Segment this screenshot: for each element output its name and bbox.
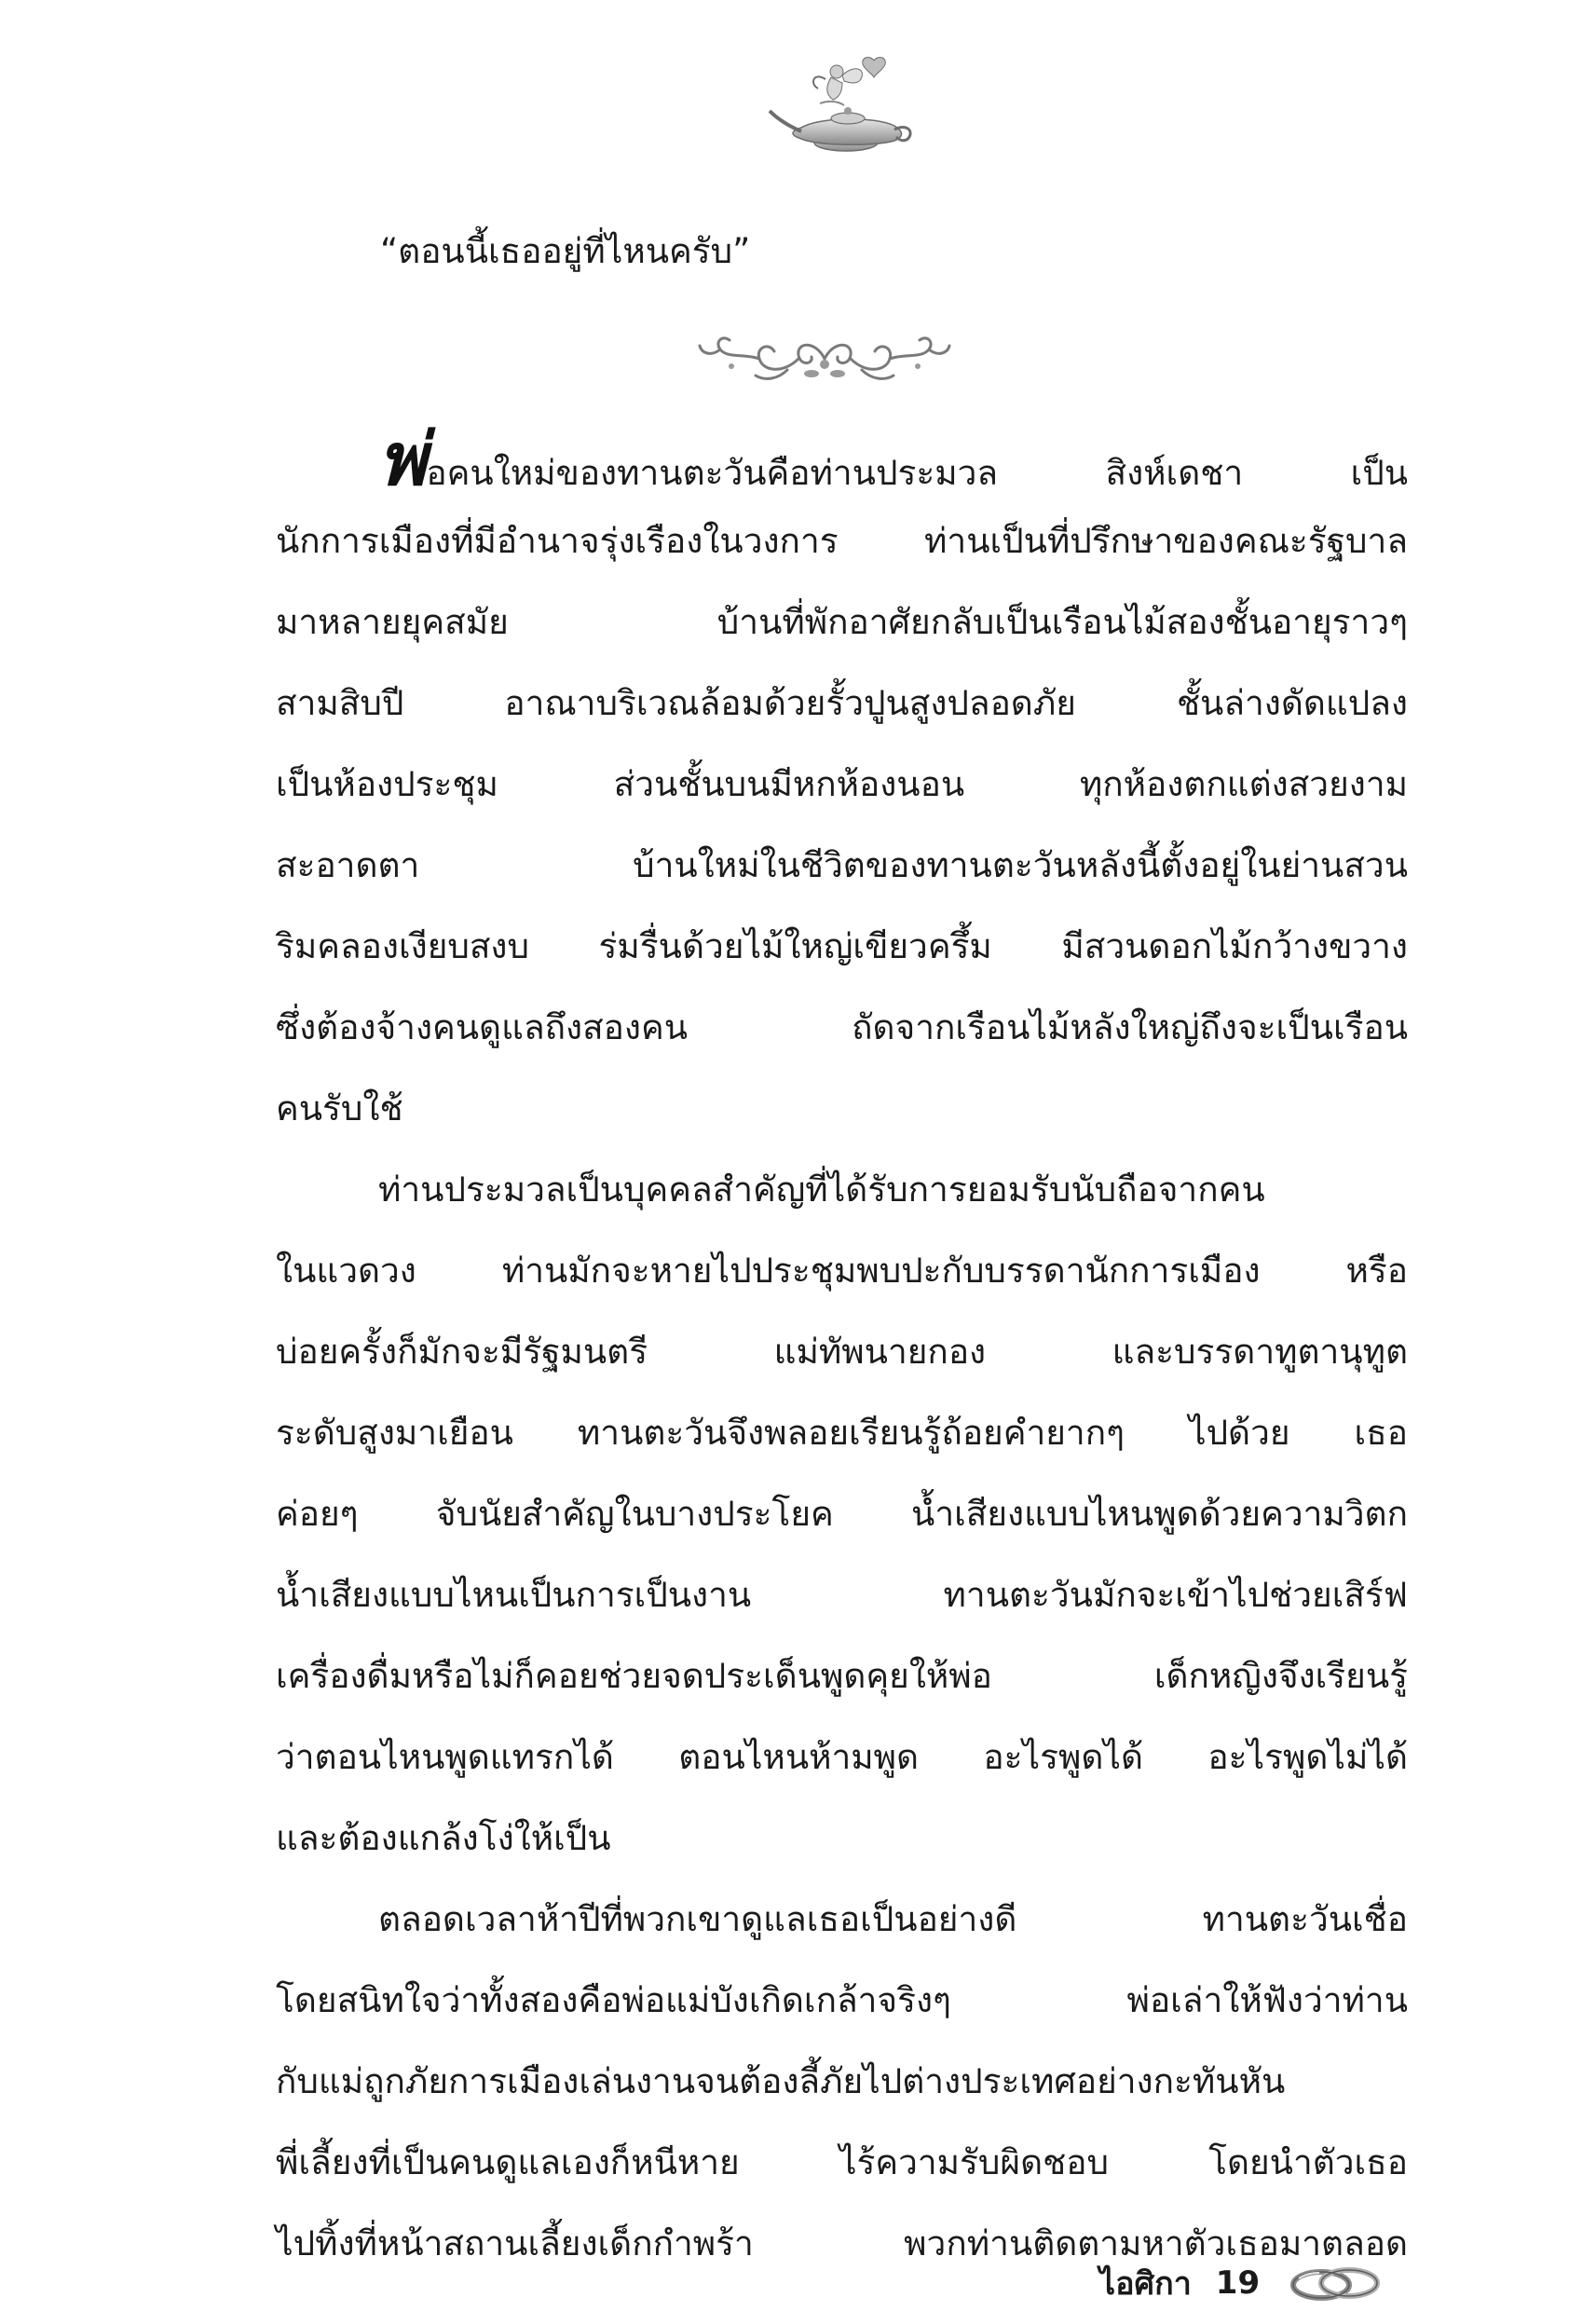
paragraph-line: ตลอดเวลาห้าปีที่พวกเขาดูแลเธอเป็นอย่างดี ทานตะวันเชื่อ [378, 1899, 1408, 1939]
paragraph-line: เป็นห้องประชุม ส่วนชั้นบนมีหกห้องนอน ทุกห้องตกแต่งสวยงาม [276, 764, 1408, 804]
paragraph-line: ท่านประมวลเป็นบุคคลสำคัญที่ได้รับการยอมรับนับถือจากคน [378, 1169, 1265, 1210]
drop-cap: พ่ [378, 417, 427, 502]
paragraph-line: และต้องแกล้งโง่ให้เป็น [276, 1818, 611, 1858]
paragraph-line: สะอาดตา บ้านใหม่ในชีวิตของทานตะวันหลังนี้ตั้งอยู่ในย่านสวน [276, 845, 1408, 885]
paragraph-line: ในแวดวง ท่านมักจะหายไปประชุมพบปะกับบรรดานักการเมือง หรือ [276, 1251, 1408, 1291]
paragraph-line: โดยสนิทใจว่าทั้งสองคือพ่อแม่บังเกิดเกล้าจริงๆ พ่อเล่าให้ฟังว่าท่าน [276, 1980, 1408, 2020]
paragraph-line: กับแม่ถูกภัยการเมืองเล่นงานจนต้องลี้ภัยไปต่างประเทศอย่างกะทันหัน [276, 2061, 1286, 2101]
paragraph-line: เครื่องดื่มหรือไม่ก็คอยช่วยจดประเด็นพูดคุยให้พ่อ เด็กหญิงจึงเรียนรู้ [276, 1656, 1408, 1696]
paragraph-line: ซึ่งต้องจ้างคนดูแลถึงสองคน ถัดจากเรือนไม้หลังใหญ่ถึงจะเป็นเรือน [276, 1007, 1408, 1047]
paragraph-line: ว่าตอนไหนพูดแทรกได้ ตอนไหนห้ามพูด อะไรพูดได้ อะไรพูดไม่ได้ [276, 1737, 1408, 1777]
footer-book-title: ไอศิกา [1099, 2265, 1192, 2303]
paragraph-line: บ่อยครั้งก็มักจะมีรัฐมนตรี แม่ทัพนายกอง และบรรดาทูตานุทูต [276, 1332, 1408, 1372]
paragraph-line-text: อคนใหม่ของทานตะวันคือท่านประมวล สิงห์เดชา เป็น [426, 453, 1408, 493]
paragraph-line: มาหลายยุคสมัย บ้านที่พักอาศัยกลับเป็นเรือนไม้สองชั้นอายุราวๆ [276, 602, 1408, 642]
paragraph-line: คนรับใช้ [276, 1088, 403, 1128]
paragraph-line: ระดับสูงมาเยือน ทานตะวันจึงพลอยเรียนรู้ถ้อยคำยากๆ ไปด้วย เธอ [276, 1413, 1408, 1453]
page-footer [1099, 2255, 1386, 2311]
paragraph-line: ริมคลองเงียบสงบ ร่มรื่นด้วยไม้ใหญ่เขียวครึ้ม มีสวนดอกไม้กว้างขวาง [276, 926, 1408, 966]
paragraph-line: ค่อยๆ จับนัยสำคัญในบางประโยค น้ำเสียงแบบไหนพูดด้วยความวิตก [276, 1494, 1408, 1534]
body-text [276, 419, 1408, 2284]
wedding-rings-icon [1284, 2260, 1386, 2306]
paragraph-line: พี่เลี้ยงที่เป็นคนดูแลเองก็หนีหาย ไร้ความรับผิดชอบ โดยนำตัวเธอ [276, 2142, 1408, 2182]
page-number: 19 [1215, 2264, 1261, 2302]
paragraph-line: สามสิบปี อาณาบริเวณล้อมด้วยรั้วปูนสูงปลอดภัย ชั้นล่างดัดแปลง [276, 683, 1408, 723]
paragraph-line [276, 419, 1408, 500]
paragraph-3 [276, 1879, 1408, 2284]
paragraph-line: นักการเมืองที่มีอำนาจรุ่งเรืองในวงการ ท่านเป็นที่ปรึกษาของคณะรัฐบาล [276, 521, 1408, 561]
paragraph-line: น้ำเสียงแบบไหนเป็นการเป็นงาน ทานตะวันมักจะเข้าไปช่วยเสิร์ฟ [276, 1575, 1408, 1615]
genie-lamp-with-cupid-icon [764, 51, 922, 163]
quote-line: “ตอนนี้เธออยู่ที่ไหนครับ” [380, 231, 751, 271]
paragraph-2 [276, 1149, 1408, 1879]
floral-divider-icon [694, 321, 955, 391]
paragraph-line: ไปทิ้งที่หน้าสถานเลี้ยงเด็กกำพร้า พวกท่านติดตามหาตัวเธอมาตลอด [276, 2223, 1408, 2263]
paragraph-1 [276, 419, 1408, 1149]
